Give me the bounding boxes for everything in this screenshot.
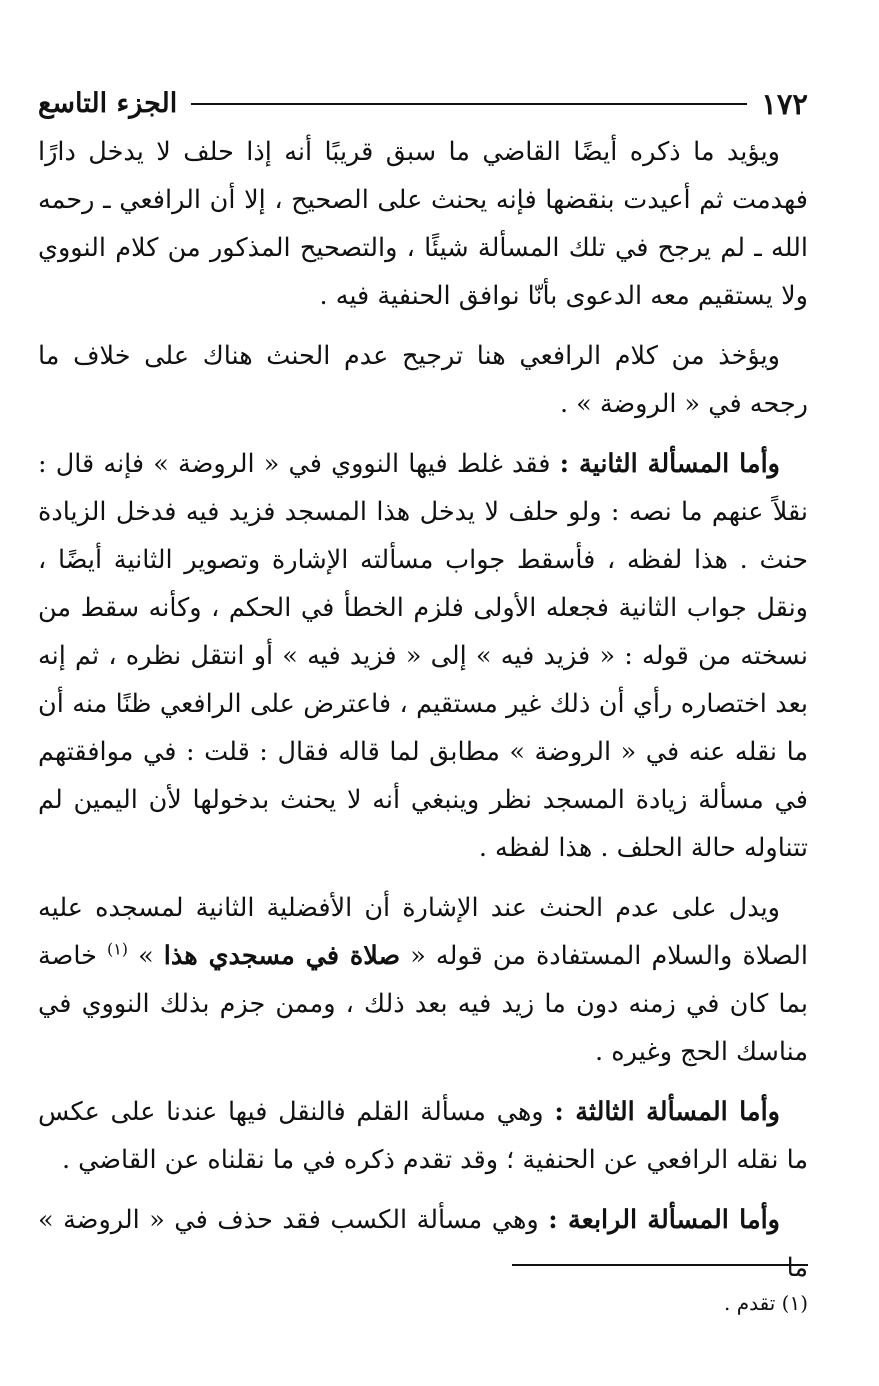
header-rule xyxy=(191,103,747,105)
paragraph-2 xyxy=(38,332,808,428)
paragraph-5-text: وهي مسألة القلم فالنقل فيها عندنا على عكس ما نقله الرافعي عن الحنفية ؛ وقد تقدم ذكره في ما نقلناه عن القاضي . xyxy=(38,1097,808,1175)
paragraph-6 xyxy=(38,1196,808,1292)
paragraph-4-quote-close: » xyxy=(128,941,164,971)
paragraph-6-lead: وأما المسألة الرابعة : xyxy=(548,1205,780,1235)
part-title: الجزء التاسع xyxy=(38,88,178,119)
paragraph-5-lead: وأما المسألة الثالثة : xyxy=(554,1097,780,1127)
paragraph-4 xyxy=(38,884,808,1076)
footnote-1: (١) تقدم . xyxy=(723,1291,808,1315)
paragraph-6-text: وهي مسألة الكسب فقد حذف في « الروضة » ما xyxy=(38,1205,808,1283)
page-number: ١٧٢ xyxy=(761,87,808,121)
paragraph-4-text-before: ويدل على عدم الحنث عند الإشارة أن الأفضلية الثانية لمسجده عليه الصلاة والسلام المستفادة من قوله « xyxy=(38,893,808,971)
paragraph-1 xyxy=(38,128,808,320)
page-header xyxy=(38,84,808,124)
paragraph-5 xyxy=(38,1088,808,1184)
paragraph-3 xyxy=(38,440,808,872)
paragraph-4-text-after: خاصة بما كان في زمنه دون ما زيد فيه بعد ذلك ، وممن جزم بذلك النووي في مناسك الحج وغيره . xyxy=(38,941,808,1067)
paragraph-2-text: ويؤخذ من كلام الرافعي هنا ترجيح عدم الحنث هناك على خلاف ما رجحه في « الروضة » . xyxy=(38,341,808,419)
book-page xyxy=(38,84,808,1304)
paragraph-1-text: ويؤيد ما ذكره أيضًا القاضي ما سبق قريبًا أنه إذا حلف لا يدخل دارًا فهدمت ثم أعيدت بنقضها فإنه يحنث على الصحيح ، إلا أن الرافعي ـ رحمه الله ـ لم يرجح في تلك المسألة شيئًا ، والتصحيح المذكور من كلام النووي ولا يستقيم معه الدعوى بأنّا نوافق الحنفية فيه . xyxy=(38,137,808,311)
paragraph-3-lead: وأما المسألة الثانية : xyxy=(559,449,780,479)
hadith-quote: صلاة في مسجدي هذا xyxy=(163,941,401,971)
paragraph-3-text: فقد غلط فيها النووي في « الروضة » فإنه قال : نقلاً عنهم ما نصه : ولو حلف لا يدخل هذا المسجد فزيد فيه فدخل الزيادة حنث . هذا لفظه ، فأسقط جواب مسألته الإشارة وتصوير الثانية أيضًا ، ونقل جواب الثانية فجعله الأولى فلزم الخطأ في الحكم ، وكأنه سقط من نسخته من قوله : « فزيد فيه » إلى « فزيد فيه » أو انتقل نظره ، ثم إنه بعد اختصاره رأي أن ذلك غير مستقيم ، فاعترض على الرافعي ظنًا منه أن ما نقله عنه في « الروضة » مطابق لما قاله فقال : قلت : في موافقتهم في مسألة زيادة المسجد نظر وينبغي أنه لا يحنث بدخولها لأن اليمين لم تتناوله حالة الحلف . هذا لفظه . xyxy=(38,449,808,863)
page-body xyxy=(38,128,808,1292)
footnote-reference: (١) xyxy=(106,939,129,959)
footnote-divider xyxy=(512,1264,808,1266)
